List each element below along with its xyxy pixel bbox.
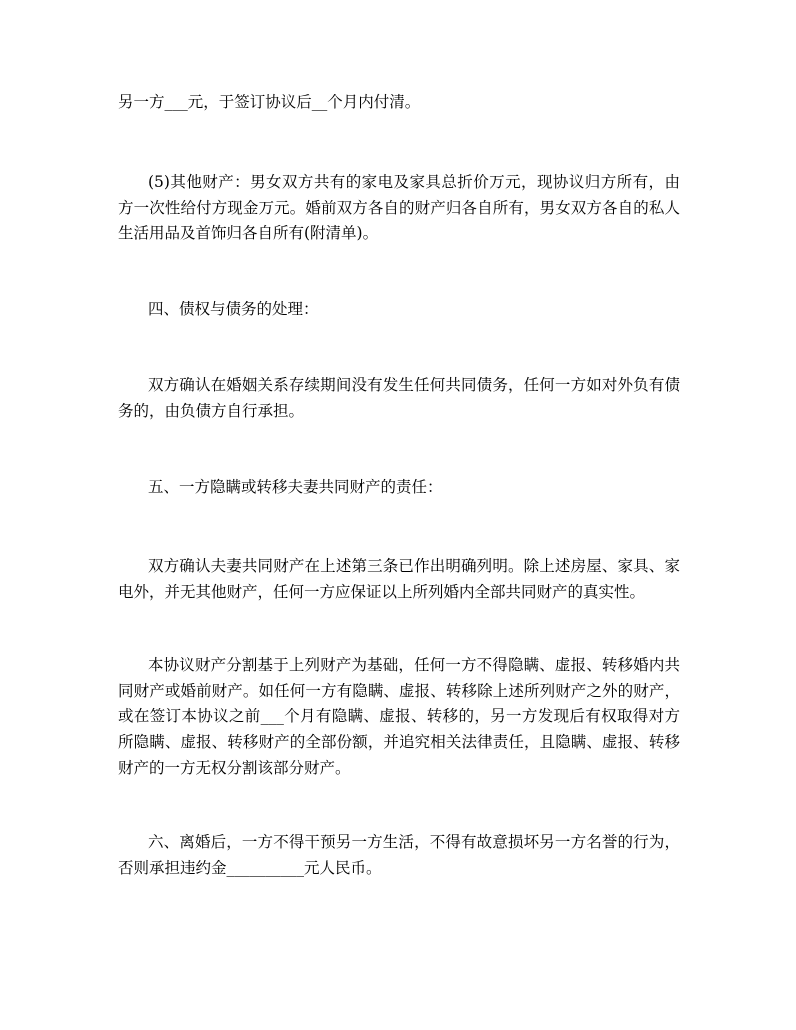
section-heading-debts: [118, 297, 680, 323]
text-line: 双方确认夫妻共同财产在上述第三条已作出明确列明。除上述房屋、家具、家: [148, 557, 680, 575]
text-line: 另一方___元，于签订协议后__个月内付清。: [118, 93, 421, 111]
section-heading-text: 五、一方隐瞒或转移夫妻共同财产的责任：: [148, 478, 443, 496]
post-divorce-clause: [118, 830, 680, 881]
text-line: 电外，并无其他财产，任何一方应保证以上所列婚内全部共同财产的真实性。: [118, 582, 646, 601]
debts-clause: [118, 373, 680, 424]
text-line: 否则承担违约金__________元人民币。: [118, 858, 382, 877]
text-line: 本协议财产分割基于上列财产为基础，任何一方不得隐瞒、虚报、转移婚内共: [148, 656, 680, 674]
other-property-clause: [118, 170, 680, 247]
text-line: 所隐瞒、虚报、转移财产的全部份额，并追究相关法律责任，且隐瞒、虚报、转移: [118, 733, 680, 752]
text-line: 同财产或婚前财产。如任何一方有隐瞒、虚报、转移除上述所列财产之外的财产，: [118, 681, 680, 700]
text-line: 方一次性给付方现金万元。婚前双方各自的财产归各自所有，男女双方各自的私人: [118, 198, 680, 217]
text-line: (5)其他财产：男女双方共有的家电及家具总折价万元，现协议归方所有，由: [148, 173, 680, 191]
text-line: 生活用品及首饰归各自所有(附清单)。: [118, 224, 379, 243]
concealment-clause: [118, 653, 680, 782]
text-line: 财产的一方无权分割该部分财产。: [118, 758, 351, 777]
joint-property-confirmation-clause: [118, 554, 680, 605]
payment-clause: [118, 90, 680, 116]
section-heading-text: 四、债权与债务的处理：: [148, 300, 319, 318]
text-line: 双方确认在婚姻关系存续期间没有发生任何共同债务，任何一方如对外负有债: [148, 376, 680, 394]
section-heading-concealment: [118, 475, 680, 501]
text-line: 六、离婚后，一方不得干预另一方生活，不得有故意损坏另一方名誉的行为，: [148, 833, 680, 851]
text-line: 或在签订本协议之前___个月有隐瞒、虚报、转移的，另一方发现后有权取得对方: [118, 707, 680, 726]
text-line: 务的，由负债方自行承担。: [118, 401, 305, 420]
